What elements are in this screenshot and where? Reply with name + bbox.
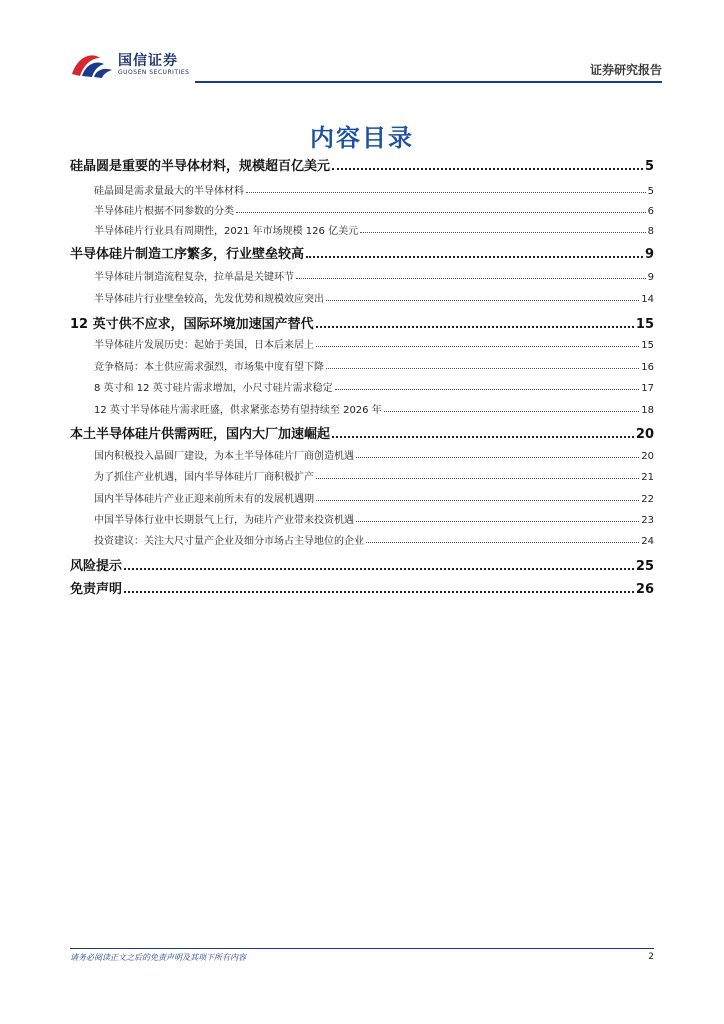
toc-entry-page: 21: [641, 472, 654, 483]
toc-entry-page: 18: [641, 405, 654, 416]
toc-entry-title: 半导体硅片制造流程复杂，拉单晶是关键环节: [94, 272, 294, 283]
toc-entry-title: 12 英寸供不应求，国际环境加速国产替代: [70, 317, 314, 332]
toc-leader-dots: [384, 411, 640, 412]
toc-entry-page: 9: [644, 247, 654, 262]
toc-entry-title: 竞争格局：本土供应需求强烈，市场集中度有望下降: [94, 362, 324, 373]
toc-section-entry[interactable]: [70, 490, 654, 505]
toc-entry-page: 15: [635, 317, 654, 332]
toc-entry-title: 为了抓住产业机遇，国内半导体硅片厂商积极扩产: [94, 472, 314, 483]
toc-entry-page: 14: [641, 294, 654, 305]
toc-entry-title: 硅晶圆是重要的半导体材料，规模超百亿美元: [70, 159, 331, 174]
header-divider: [195, 81, 662, 83]
guosen-logo: [70, 50, 189, 80]
toc-leader-dots: [246, 192, 646, 193]
toc-leader-dots: [366, 542, 639, 543]
guosen-logo-icon: [70, 50, 114, 80]
toc-leader-dots: [316, 500, 639, 501]
toc-entry-page: 16: [641, 362, 654, 373]
toc-leader-dots: [316, 326, 634, 328]
toc-entry-title: 国内积极投入晶圆厂建设，为本土半导体硅片厂商创造机遇: [94, 451, 354, 462]
toc-entry-title: 中国半导体行业中长期景气上行，为硅片产业带来投资机遇: [94, 515, 354, 526]
toc-entry-title: 半导体硅片发展历史：起始于美国，日本后来居上: [94, 340, 314, 351]
toc-entry-title: 本土半导体硅片供需两旺，国内大厂加速崛起: [70, 427, 331, 442]
toc-entry-page: 24: [641, 536, 654, 547]
toc-leader-dots: [326, 368, 639, 369]
toc-leader-dots: [360, 232, 646, 233]
toc-entry-page: 20: [635, 427, 654, 442]
toc-entry-page: 5: [644, 159, 654, 174]
toc-entry-page: 20: [641, 451, 654, 462]
toc-section-entry[interactable]: [70, 290, 654, 305]
toc-section-entry[interactable]: [70, 268, 654, 283]
toc-section-entry[interactable]: [70, 401, 654, 416]
toc-leader-dots: [332, 436, 634, 438]
toc-entry-page: 25: [635, 559, 654, 574]
toc-section-entry[interactable]: [70, 336, 654, 351]
toc-section-entry[interactable]: [70, 202, 654, 217]
toc-entry-title: 半导体硅片根据不同参数的分类: [94, 206, 234, 217]
toc-leader-dots: [124, 591, 634, 593]
footer-divider: [70, 948, 654, 949]
toc-leader-dots: [124, 568, 634, 570]
toc-entry-page: 22: [641, 494, 654, 505]
toc-leader-dots: [316, 346, 639, 347]
disclaimer-note: 请务必阅读正文之后的免责声明及其项下所有内容: [70, 953, 246, 962]
toc-entry-title: 12 英寸半导体硅片需求旺盛，供求紧张态势有望持续至 2026 年: [94, 405, 382, 416]
toc-section-entry[interactable]: [70, 468, 654, 483]
toc-section-entry[interactable]: [70, 511, 654, 526]
toc-entry-page: 26: [635, 582, 654, 597]
toc-entry-title: 8 英寸和 12 英寸硅片需求增加，小尺寸硅片需求稳定: [94, 383, 333, 394]
toc-chapter-entry[interactable]: [70, 155, 654, 174]
page-header: [70, 50, 662, 82]
toc-entry-page: 17: [641, 383, 654, 394]
toc-leader-dots: [332, 168, 643, 170]
toc-chapter-entry[interactable]: [70, 578, 654, 597]
toc-section-entry[interactable]: [70, 379, 654, 394]
toc-entry-title: 半导体硅片行业具有周期性，2021 年市场规模 126 亿美元: [94, 226, 359, 237]
toc-chapter-entry[interactable]: [70, 243, 654, 262]
toc-chapter-entry[interactable]: [70, 313, 654, 332]
toc-leader-dots: [356, 521, 639, 522]
toc-entry-page: 8: [647, 226, 654, 237]
toc-entry-page: 6: [647, 206, 654, 217]
toc-leader-dots: [356, 457, 639, 458]
toc-chapter-entry[interactable]: [70, 423, 654, 442]
toc-entry-title: 风险提示: [70, 559, 123, 574]
toc-leader-dots: [335, 389, 640, 390]
toc-entry-page: 15: [641, 340, 654, 351]
toc-leader-dots: [296, 278, 646, 279]
logo-chinese-name: 国信证券: [118, 53, 178, 69]
toc-section-entry[interactable]: [70, 182, 654, 197]
toc-leader-dots: [236, 212, 646, 213]
toc-entry-page: 23: [641, 515, 654, 526]
toc-section-entry[interactable]: [70, 447, 654, 462]
toc-leader-dots: [316, 478, 639, 479]
toc-entry-title: 国内半导体硅片产业正迎来前所未有的发展机遇期: [94, 494, 314, 505]
report-type-label: 证券研究报告: [589, 63, 662, 77]
page-number: 2: [648, 952, 654, 962]
toc-entry-title: 半导体硅片行业壁垒较高，先发优势和规模效应突出: [94, 294, 324, 305]
logo-english-name: GUOSEN SECURITIES: [118, 69, 190, 76]
toc-leader-dots: [306, 256, 643, 258]
toc-section-entry[interactable]: [70, 358, 654, 373]
toc-entry-title: 硅晶圆是需求量最大的半导体材料: [94, 186, 244, 197]
toc-chapter-entry[interactable]: [70, 555, 654, 574]
toc-entry-title: 半导体硅片制造工序繁多，行业壁垒较高: [70, 247, 305, 262]
toc-section-entry[interactable]: [70, 222, 654, 237]
toc-entry-title: 投资建议：关注大尺寸量产企业及细分市场占主导地位的企业: [94, 536, 364, 547]
toc-leader-dots: [326, 300, 639, 301]
toc-section-entry[interactable]: [70, 532, 654, 547]
toc-title: 内容目录: [310, 124, 414, 152]
toc-entry-page: 9: [647, 272, 654, 283]
toc-entry-title: 免责声明: [70, 582, 123, 597]
toc-entry-page: 5: [647, 186, 654, 197]
